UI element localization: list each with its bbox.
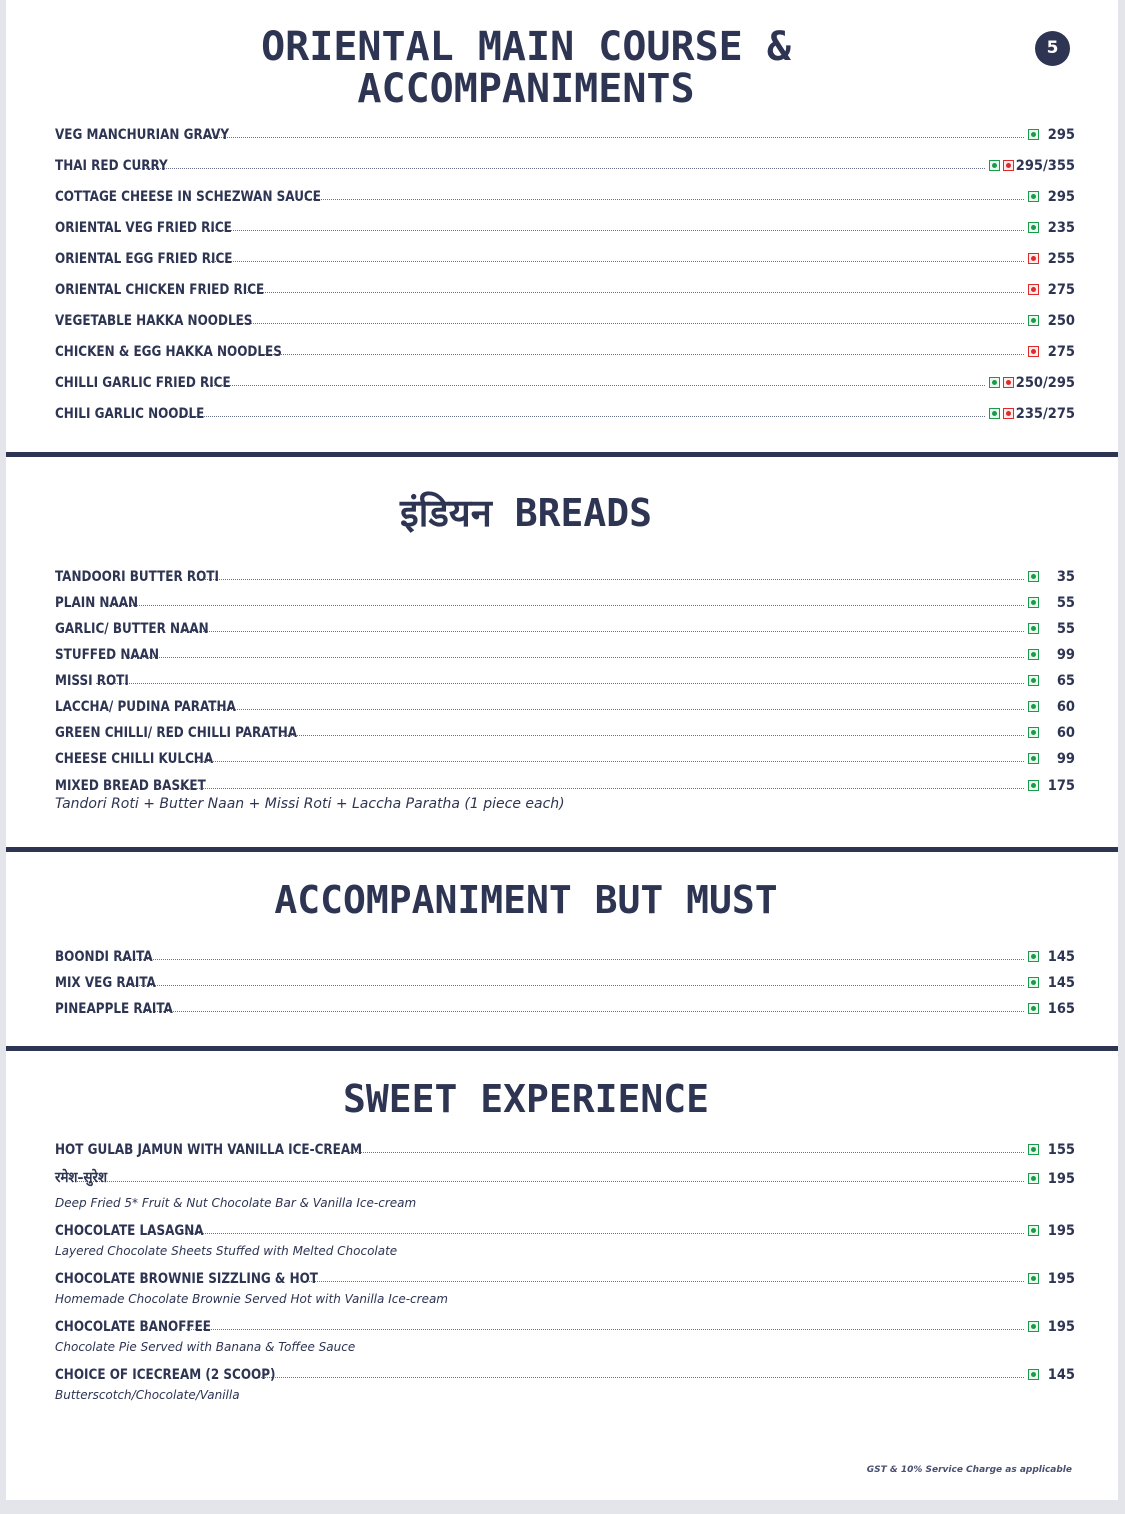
page-number-badge: 5 (1035, 31, 1070, 66)
non-veg-mark-icon (1028, 346, 1039, 357)
menu-item-name: STUFFED NAAN (55, 647, 159, 663)
veg-mark-icon (989, 377, 1000, 388)
menu-item-name: LACCHA/ PUDINA PARATHA (55, 699, 236, 715)
dotted-leader (122, 959, 1024, 960)
menu-item-price: 99 (1056, 751, 1075, 767)
diet-marks (1028, 780, 1039, 791)
veg-mark-icon (1028, 1369, 1039, 1380)
diet-marks (1028, 951, 1039, 962)
menu-item-name: CHILLI GARLIC FRIED RICE (55, 375, 231, 391)
menu-item-name: ORIENTAL EGG FRIED RICE (55, 251, 233, 267)
veg-mark-icon (1028, 1144, 1039, 1155)
menu-item-row (55, 274, 1075, 298)
dotted-leader (302, 1281, 1024, 1282)
menu-item-name: रमेश–सुरेश (55, 1170, 108, 1186)
veg-mark-icon (1028, 780, 1039, 791)
diet-marks (1028, 346, 1039, 357)
dotted-leader (263, 354, 1024, 355)
accompaniment-title: ACCOMPANIMENT BUT MUST (274, 878, 778, 922)
menu-item-price: 65 (1056, 673, 1075, 689)
dotted-leader (279, 735, 1024, 736)
dotted-leader (129, 657, 1024, 658)
veg-mark-icon (1028, 977, 1039, 988)
menu-item-name: TANDOORI BUTTER ROTI (55, 569, 220, 585)
diet-marks (1028, 1273, 1039, 1284)
menu-item-row (55, 181, 1075, 205)
menu-item-name: MISSI ROTI (55, 673, 129, 689)
dotted-leader (186, 1329, 1024, 1330)
menu-item-price: 60 (1056, 725, 1075, 741)
menu-item-name: CHEESE CHILLI KULCHA (55, 751, 214, 767)
section-divider (6, 847, 1118, 852)
menu-item-description: Butterscotch/Chocolate/Vanilla (55, 1388, 240, 1402)
menu-item-row (55, 367, 1075, 391)
menu-item-row (55, 770, 1075, 794)
dotted-leader (244, 292, 1024, 293)
menu-item-price: 275 (1047, 344, 1075, 360)
diet-marks (1028, 284, 1039, 295)
veg-mark-icon (1028, 951, 1039, 962)
menu-page (6, 0, 1118, 1500)
veg-mark-icon (1028, 623, 1039, 634)
menu-item-name: THAI RED CURRY (55, 158, 168, 174)
diet-marks (1028, 977, 1039, 988)
dotted-leader (350, 1152, 1024, 1153)
menu-item-row (55, 941, 1075, 965)
dotted-leader (305, 199, 1024, 200)
menu-item-name: ORIENTAL CHICKEN FRIED RICE (55, 282, 265, 298)
dotted-leader (107, 605, 1024, 606)
menu-item-row (55, 1263, 1075, 1287)
diet-marks (1028, 597, 1039, 608)
menu-item-name: VEGETABLE HAKKA NOODLES (55, 313, 253, 329)
menu-item-price: 165 (1047, 1001, 1075, 1017)
menu-item-row (55, 639, 1075, 663)
menu-item-price: 145 (1047, 1367, 1075, 1383)
diet-marks (1028, 315, 1039, 326)
diet-marks (1028, 675, 1039, 686)
diet-marks (1028, 1144, 1039, 1155)
menu-item-row (55, 613, 1075, 637)
menu-item-name: CHILI GARLIC NOODLE (55, 406, 205, 422)
menu-item-name: PLAIN NAAN (55, 595, 139, 611)
dotted-leader (183, 631, 1024, 632)
non-veg-mark-icon (1028, 253, 1039, 264)
diet-marks (989, 160, 1014, 171)
menu-item-description: Chocolate Pie Served with Banana & Toffee Sauce (55, 1340, 356, 1354)
non-veg-mark-icon (1003, 377, 1014, 388)
menu-item-name: BOONDI RAITA (55, 949, 153, 965)
menu-item-row (55, 993, 1075, 1017)
diet-marks (1028, 727, 1039, 738)
menu-item-row (55, 1311, 1075, 1335)
menu-item-price: 255 (1047, 251, 1075, 267)
menu-item-name: CHOCOLATE BROWNIE SIZZLING & HOT (55, 1271, 319, 1287)
veg-mark-icon (1028, 1003, 1039, 1014)
diet-marks (989, 377, 1014, 388)
dotted-leader (178, 1233, 1024, 1234)
menu-item-name: CHOICE OF ICECREAM (2 SCOOP) (55, 1367, 276, 1383)
dotted-leader (96, 683, 1024, 684)
menu-item-price: 295 (1047, 189, 1075, 205)
menu-item-row (55, 1215, 1075, 1239)
veg-mark-icon (989, 408, 1000, 419)
menu-item-description: Tandori Roti + Butter Naan + Missi Roti + Laccha Paratha (1 piece each) (55, 796, 565, 812)
dotted-leader (139, 168, 985, 169)
menu-item-row (55, 1163, 1075, 1187)
dotted-leader (194, 579, 1024, 580)
menu-item-row (55, 398, 1075, 422)
menu-item-price: 60 (1056, 699, 1075, 715)
menu-item-description: Layered Chocolate Sheets Stuffed with Melted Chocolate (55, 1244, 398, 1258)
veg-mark-icon (1028, 701, 1039, 712)
menu-item-description: Deep Fried 5* Fruit & Nut Chocolate Bar & Vanilla Ice-cream (55, 1196, 417, 1210)
dotted-leader (188, 761, 1024, 762)
diet-marks (1028, 129, 1039, 140)
menu-item-row (55, 1134, 1075, 1158)
section-divider (6, 452, 1118, 457)
tax-footnote: GST & 10% Service Charge as applicable (866, 1465, 1072, 1475)
menu-item-price: 295/355 (1015, 158, 1075, 174)
dotted-leader (205, 137, 1024, 138)
menu-item-row (55, 717, 1075, 741)
menu-item-price: 55 (1056, 595, 1075, 611)
menu-item-name: PINEAPPLE RAITA (55, 1001, 173, 1017)
menu-item-price: 195 (1047, 1271, 1075, 1287)
menu-item-row (55, 305, 1075, 329)
menu-item-name: CHOCOLATE BANOFFEE (55, 1319, 212, 1335)
menu-item-price: 195 (1047, 1319, 1075, 1335)
menu-item-row (55, 587, 1075, 611)
dotted-leader (231, 323, 1024, 324)
menu-item-price: 145 (1047, 975, 1075, 991)
menu-item-price: 250 (1047, 313, 1075, 329)
dotted-leader (207, 385, 985, 386)
menu-item-row (55, 967, 1075, 991)
veg-mark-icon (1028, 597, 1039, 608)
oriental-title-line2: ACCOMPANIMENTS (357, 66, 695, 112)
dotted-leader (179, 416, 985, 417)
menu-item-price: 275 (1047, 282, 1075, 298)
menu-item-name: MIXED BREAD BASKET (55, 778, 206, 794)
veg-mark-icon (1028, 315, 1039, 326)
veg-mark-icon (1028, 191, 1039, 202)
menu-item-row (55, 150, 1075, 174)
menu-item-price: 99 (1056, 647, 1075, 663)
dotted-leader (73, 1181, 1024, 1182)
menu-item-price: 250/295 (1015, 375, 1075, 391)
sweet-title: SWEET EXPERIENCE (342, 1077, 710, 1121)
menu-item-price: 35 (1056, 569, 1075, 585)
menu-item-name: GREEN CHILLI/ RED CHILLI PARATHA (55, 725, 298, 741)
menu-item-name: CHOCOLATE LASAGNA (55, 1223, 204, 1239)
menu-item-row (55, 691, 1075, 715)
veg-mark-icon (1028, 571, 1039, 582)
diet-marks (1028, 191, 1039, 202)
menu-item-name: ORIENTAL VEG FRIED RICE (55, 220, 232, 236)
oriental-title-line1: ORIENTAL MAIN COURSE & (261, 24, 791, 70)
diet-marks (989, 408, 1014, 419)
menu-item-description: Homemade Chocolate Brownie Served Hot with Vanilla Ice-cream (55, 1292, 448, 1306)
menu-item-price: 235 (1047, 220, 1075, 236)
menu-item-name: CHICKEN & EGG HAKKA NOODLES (55, 344, 282, 360)
veg-mark-icon (1028, 1225, 1039, 1236)
veg-mark-icon (1028, 222, 1039, 233)
veg-mark-icon (1028, 727, 1039, 738)
diet-marks (1028, 701, 1039, 712)
dotted-leader (208, 230, 1024, 231)
menu-item-name: MIX VEG RAITA (55, 975, 156, 991)
dotted-leader (213, 709, 1024, 710)
menu-item-price: 145 (1047, 949, 1075, 965)
dotted-leader (126, 985, 1024, 986)
menu-item-name: GARLIC/ BUTTER NAAN (55, 621, 209, 637)
menu-item-row (55, 243, 1075, 267)
menu-item-price: 195 (1047, 1171, 1075, 1187)
dotted-leader (209, 261, 1024, 262)
veg-mark-icon (1028, 649, 1039, 660)
diet-marks (1028, 253, 1039, 264)
dotted-leader (256, 1377, 1024, 1378)
diet-marks (1028, 623, 1039, 634)
menu-item-name: COTTAGE CHEESE IN SCHEZWAN SAUCE (55, 189, 321, 205)
diet-marks (1028, 753, 1039, 764)
dotted-leader (180, 788, 1024, 789)
menu-item-row (55, 336, 1075, 360)
non-veg-mark-icon (1003, 160, 1014, 171)
menu-item-price: 195 (1047, 1223, 1075, 1239)
menu-item-row (55, 561, 1075, 585)
menu-item-row (55, 1359, 1075, 1383)
diet-marks (1028, 571, 1039, 582)
non-veg-mark-icon (1003, 408, 1014, 419)
veg-mark-icon (1028, 1273, 1039, 1284)
menu-item-name: VEG MANCHURIAN GRAVY (55, 127, 230, 143)
diet-marks (1028, 1003, 1039, 1014)
veg-mark-icon (1028, 753, 1039, 764)
dotted-leader (144, 1011, 1024, 1012)
veg-mark-icon (1028, 675, 1039, 686)
veg-mark-icon (989, 160, 1000, 171)
menu-item-price: 235/275 (1015, 406, 1075, 422)
veg-mark-icon (1028, 1321, 1039, 1332)
menu-item-row (55, 119, 1075, 143)
menu-item-price: 175 (1047, 778, 1075, 794)
menu-item-row (55, 743, 1075, 767)
menu-item-name: HOT GULAB JAMUN WITH VANILLA ICE-CREAM (55, 1142, 363, 1158)
breads-title: इंडियन BREADS (399, 491, 653, 535)
menu-item-row (55, 212, 1075, 236)
diet-marks (1028, 1369, 1039, 1380)
menu-item-row (55, 665, 1075, 689)
veg-mark-icon (1028, 129, 1039, 140)
veg-mark-icon (1028, 1173, 1039, 1184)
menu-item-price: 55 (1056, 621, 1075, 637)
non-veg-mark-icon (1028, 284, 1039, 295)
diet-marks (1028, 649, 1039, 660)
menu-item-price: 155 (1047, 1142, 1075, 1158)
diet-marks (1028, 222, 1039, 233)
diet-marks (1028, 1225, 1039, 1236)
diet-marks (1028, 1173, 1039, 1184)
menu-item-price: 295 (1047, 127, 1075, 143)
diet-marks (1028, 1321, 1039, 1332)
section-divider (6, 1046, 1118, 1051)
